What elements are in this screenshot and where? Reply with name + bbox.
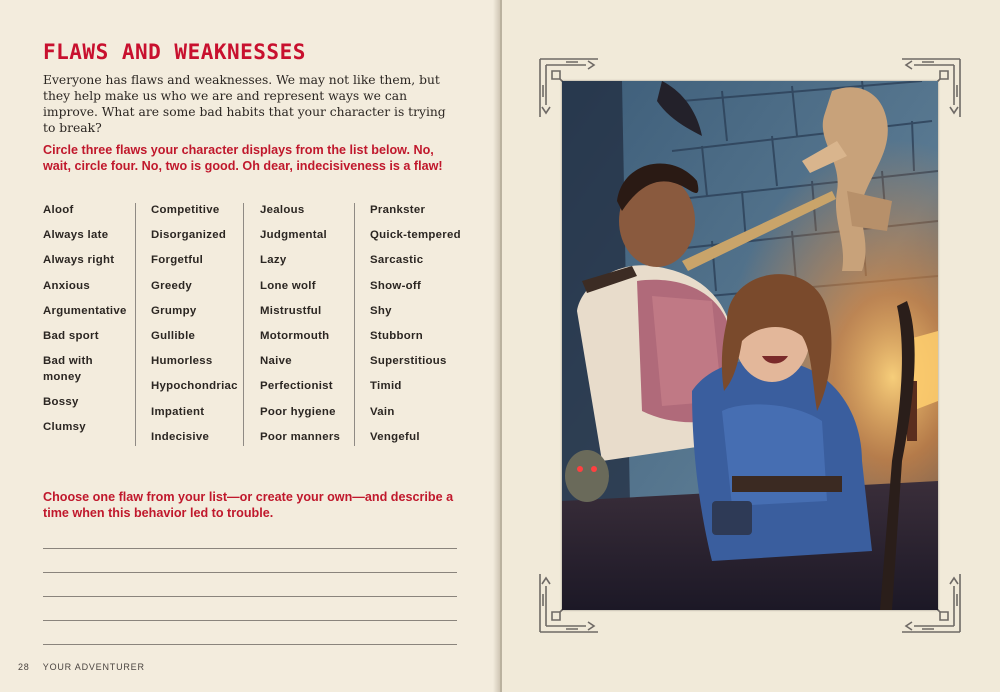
flaw-item[interactable]: Poor manners [260, 430, 341, 443]
flaw-item[interactable]: Lone wolf [260, 279, 316, 292]
flaw-item[interactable]: Shy [370, 304, 392, 317]
flaw-item[interactable]: Poor hygiene [260, 405, 336, 418]
writing-line[interactable] [43, 644, 457, 645]
flaw-item[interactable]: Motormouth [260, 329, 330, 342]
flaw-item[interactable]: Vain [370, 405, 395, 418]
flaw-item[interactable]: Naive [260, 355, 292, 368]
flaw-item[interactable]: Prankster [370, 204, 426, 216]
writing-line[interactable] [43, 548, 457, 549]
flaw-item[interactable]: Sarcastic [370, 254, 424, 267]
flaw-item[interactable]: Bad sport [43, 329, 99, 342]
flaw-item[interactable]: Perfectionist [260, 380, 333, 393]
flaw-item[interactable]: Bad with money [43, 355, 93, 383]
fantasy-adventurers-illustration-icon [562, 81, 938, 610]
flaw-column-1 [43, 203, 136, 446]
flaw-item[interactable]: Judgmental [260, 229, 327, 242]
flaw-item[interactable]: Hypochondriac [151, 380, 238, 393]
flaw-item[interactable]: Bossy [43, 395, 79, 408]
page-heading: FLAWS AND WEAKNESSES [43, 40, 306, 64]
flaw-item[interactable]: Indecisive [151, 430, 210, 443]
flaw-column-3 [260, 203, 355, 446]
flaw-item[interactable]: Quick-tempered [370, 229, 461, 242]
intro-paragraph: Everyone has flaws and weaknesses. We may not like them, but they help make us who we are and represent ways we can improve. What are some bad habits that your character is trying to break? [43, 73, 446, 135]
writing-line[interactable] [43, 572, 457, 573]
page-footer [18, 662, 145, 672]
circle-flaws-instruction: Circle three flaws your character displays from the list below. No, wait, circle four. No, two is good. Oh dear, indecisiveness is a flaw! [43, 143, 443, 173]
flaw-item[interactable]: Argumentative [43, 304, 127, 317]
flaw-item[interactable]: Show-off [370, 279, 422, 292]
flaw-item[interactable]: Greedy [151, 279, 193, 292]
flaw-item[interactable]: Humorless [151, 355, 213, 368]
flaw-column-4 [370, 203, 470, 446]
flaw-column-2 [151, 203, 244, 446]
flaw-item[interactable]: Always late [43, 229, 109, 242]
flaw-item[interactable]: Gullible [151, 329, 196, 342]
flaw-item[interactable]: Grumpy [151, 304, 197, 317]
flaw-item[interactable]: Vengeful [370, 430, 420, 443]
flaw-item[interactable]: Competitive [151, 204, 220, 216]
flaw-item[interactable]: Aloof [43, 204, 74, 216]
flaw-item[interactable]: Anxious [43, 279, 91, 292]
section-title: YOUR ADVENTURER [42, 662, 145, 672]
flaw-item[interactable]: Mistrustful [260, 304, 322, 317]
flaw-item[interactable]: Jealous [260, 204, 305, 216]
flaw-item[interactable]: Always right [43, 254, 115, 267]
flaw-item[interactable]: Timid [370, 380, 402, 393]
page-number: 28 [18, 662, 30, 672]
flaw-item[interactable]: Stubborn [370, 329, 424, 342]
flaw-item[interactable]: Clumsy [43, 421, 86, 434]
describe-flaw-instruction: Choose one flaw from your list—or create your own—and describe a time when this behavior led to trouble. [43, 490, 454, 520]
flaw-item[interactable]: Impatient [151, 405, 205, 418]
flaw-item[interactable]: Forgetful [151, 254, 204, 267]
writing-line[interactable] [43, 620, 457, 621]
flaw-item[interactable]: Disorganized [151, 229, 227, 242]
flaw-item[interactable]: Superstitious [370, 355, 447, 368]
writing-line[interactable] [43, 596, 457, 597]
flaw-item[interactable]: Lazy [260, 254, 287, 267]
